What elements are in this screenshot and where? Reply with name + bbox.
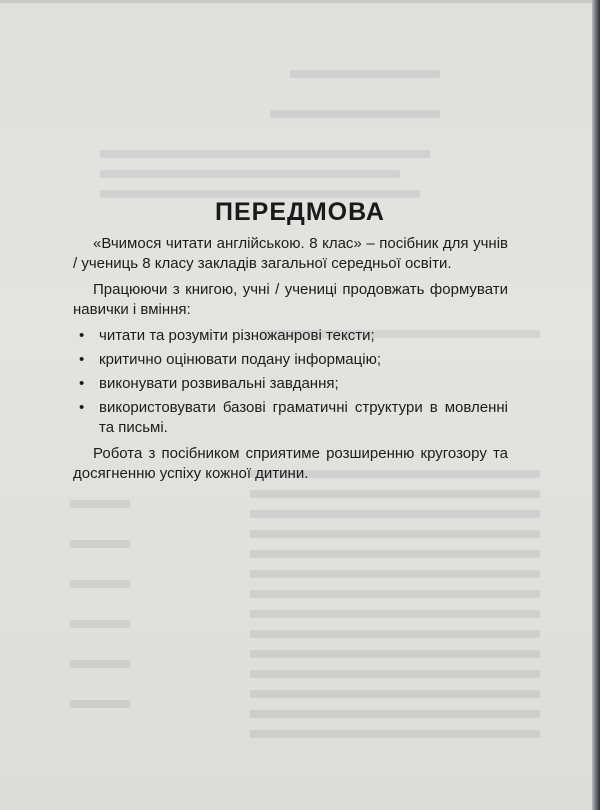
bullet-icon: • bbox=[79, 375, 85, 392]
skills-list bbox=[73, 326, 508, 438]
closing-paragraph: Робота з посібником сприятиме розширенню кругозору та досягненню успіху кожної дитини. bbox=[73, 445, 508, 482]
list-item bbox=[73, 374, 508, 394]
skills-lead-paragraph: Працюючи з книгою, учні / учениці продовжать формувати навички і вміння: bbox=[73, 281, 508, 318]
list-item bbox=[73, 398, 508, 438]
list-item-text: читати та розуміти різножанрові тексти; bbox=[99, 327, 375, 344]
list-item-text: критично оцінювати подану інформацію; bbox=[99, 351, 381, 368]
preface-body bbox=[73, 234, 508, 490]
list-item bbox=[73, 326, 508, 346]
page-title: ПЕРЕДМОВА bbox=[215, 198, 385, 226]
list-item bbox=[73, 350, 508, 370]
list-item-text: виконувати розвивальні завдання; bbox=[99, 375, 339, 392]
intro-paragraph: «Вчимося читати англійською. 8 клас» – посібник для учнів / учениць 8 класу закладів загальної середньої освіти. bbox=[73, 235, 508, 272]
book-edge bbox=[592, 0, 600, 810]
page-top-edge bbox=[0, 0, 592, 3]
bullet-icon: • bbox=[79, 351, 85, 368]
list-item-text: використовувати базові граматичні структури в мовленні та письмі. bbox=[99, 399, 508, 436]
bullet-icon: • bbox=[79, 327, 85, 344]
bullet-icon: • bbox=[79, 399, 85, 416]
